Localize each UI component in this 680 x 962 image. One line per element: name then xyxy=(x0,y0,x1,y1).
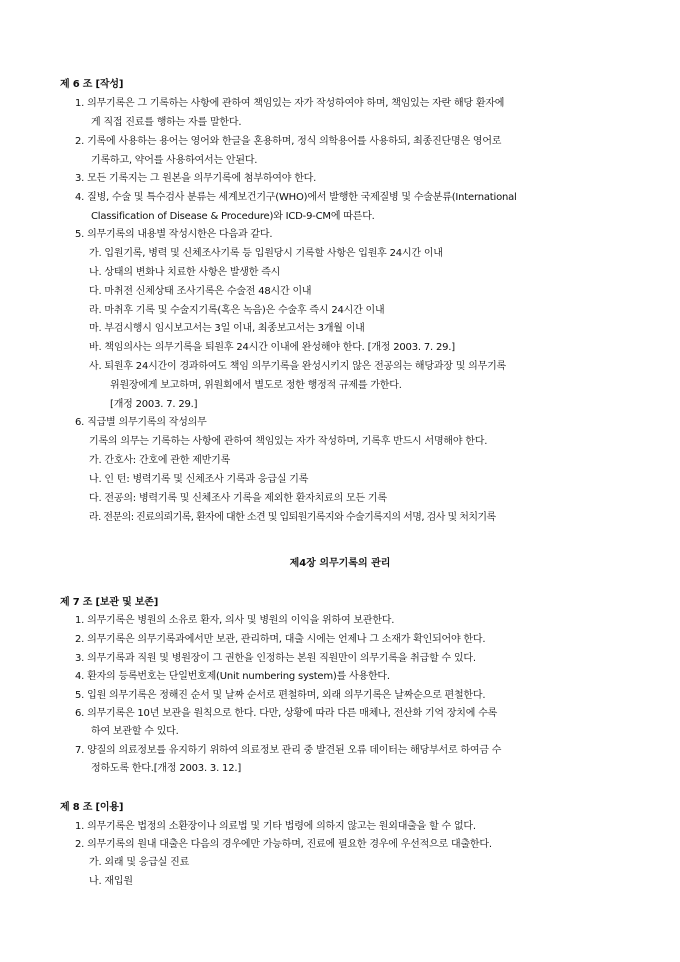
art7-item-3: 3. 의무기록과 직원 및 병원장이 그 권한을 인정하는 본원 직원만이 의무기록을 취급할 수 있다. xyxy=(75,653,476,664)
art6-item-5-ga: 가. 입원기록, 병력 및 신체조사기록 등 입원당시 기록할 사항은 입원후 24시간 이내 xyxy=(89,248,443,259)
art6-item-4: 4. 질병, 수술 및 특수검사 분류는 세계보건기구(WHO)에서 발행한 국제질병 및 수술분류(International xyxy=(75,192,517,203)
art6-item-2: 2. 기록에 사용하는 용어는 영어와 한글을 혼용하며, 정식 의학용어를 사용하되, 최종진단명은 영어로 xyxy=(75,136,502,147)
art6-item-2-cont: 기록하고, 약어를 사용하여서는 안된다. xyxy=(91,155,258,166)
art8-item-2-na: 나. 재입원 xyxy=(89,876,133,887)
art6-item-1-cont: 게 직접 진료를 행하는 자를 말한다. xyxy=(91,117,242,128)
article-7-heading: 제 7 조 [보관 및 보존] xyxy=(60,597,159,608)
art8-item-2: 2. 의무기록의 원내 대출은 다음의 경우에만 가능하며, 진료에 필요한 경우에 우선적으로 대출한다. xyxy=(75,839,492,850)
art6-item-5-da: 다. 마취전 신체상태 조사기록은 수술전 48시간 이내 xyxy=(89,286,312,297)
art6-item-4-cont: Classification of Disease & Procedure)와 ICD-9-CM에 따른다. xyxy=(91,211,375,222)
art6-item-1: 1. 의무기록은 그 기록하는 사항에 관하여 책임있는 자가 작성하여야 하며, 책임있는 자란 해당 환자에 xyxy=(75,98,505,109)
art6-item-6-ra: 라. 전문의: 진료의뢰기록, 환자에 대한 소견 및 입퇴원기록지와 수술기록지의 서명, 검사 및 처치기록 xyxy=(89,512,496,523)
art7-item-2: 2. 의무기록은 의무기록과에서만 보관, 관리하며, 대출 시에는 언제나 그 소재가 확인되어야 한다. xyxy=(75,634,486,645)
art7-item-7-cont: 정하도록 한다.[개정 2003. 3. 12.] xyxy=(91,763,242,774)
chapter-4-title: 제4장 의무기록의 관리 xyxy=(289,558,391,569)
art6-item-5-sa-cont: 위원장에게 보고하며, 위원회에서 별도로 정한 행정적 규제를 가한다. xyxy=(110,380,402,391)
art6-item-5: 5. 의무기록의 내용별 작성시한은 다음과 같다. xyxy=(75,229,273,240)
art6-item-5-na: 나. 상태의 변화나 치료한 사항은 발생한 즉시 xyxy=(89,267,281,278)
art6-item-6-ga: 가. 간호사: 간호에 관한 제반기록 xyxy=(89,455,231,466)
art7-item-6: 6. 의무기록은 10년 보관을 원칙으로 한다. 다만, 상황에 따라 다른 매체나, 전산화 기억 장치에 수록 xyxy=(75,708,498,719)
article-6-heading: 제 6 조 [작성] xyxy=(60,79,124,90)
art7-item-7: 7. 양질의 의료정보를 유지하기 위하여 의료정보 관리 중 발견된 오류 데이터는 해당부서로 하여금 수 xyxy=(75,745,502,756)
art6-item-6-desc: 기록의 의무는 기록하는 사항에 관하여 책임있는 자가 작성하며, 기록후 반드시 서명해야 한다. xyxy=(89,436,488,447)
art6-item-6: 6. 직급별 의무기록의 작성의무 xyxy=(75,417,207,428)
art7-item-6-cont: 하여 보관할 수 있다. xyxy=(91,726,179,737)
article-8-heading: 제 8 조 [이용] xyxy=(60,802,124,813)
art6-item-5-sa: 사. 퇴원후 24시간이 경과하여도 책임 의무기록을 완성시키지 않은 전공의는 해당과장 및 의무기록 xyxy=(89,361,507,372)
art8-item-2-ga: 가. 외래 및 응급실 진료 xyxy=(89,857,190,868)
art6-item-5-ma: 마. 부검시행시 임시보고서는 3일 이내, 최종보고서는 3개월 이내 xyxy=(89,323,365,334)
art6-item-5-ba: 바. 책임의사는 의무기록을 퇴원후 24시간 이내에 완성해야 한다. [개정 2003. 7. 29.] xyxy=(89,342,455,353)
art8-item-1: 1. 의무기록은 법정의 소환장이나 의료법 및 기타 법령에 의하지 않고는 원외대출을 할 수 없다. xyxy=(75,821,476,832)
art7-item-4: 4. 환자의 등록번호는 단일번호제(Unit numbering system)를 사용한다. xyxy=(75,671,390,682)
art6-item-6-da: 다. 전공의: 병력기록 및 신체조사 기록을 제외한 환자치료의 모든 기록 xyxy=(89,493,387,504)
art6-item-6-na: 나. 인 턴: 병력기록 및 신체조사 기록과 응급실 기록 xyxy=(89,474,309,485)
art7-item-5: 5. 입원 의무기록은 정해진 순서 및 날짜 순서로 편철하며, 외래 의무기록은 날짜순으로 편철한다. xyxy=(75,690,486,701)
art7-item-1: 1. 의무기록은 병원의 소유로 환자, 의사 및 병원의 이익을 위하여 보관한다. xyxy=(75,615,395,626)
art6-item-3: 3. 모든 기록지는 그 원본을 의무기록에 첨부하여야 한다. xyxy=(75,173,317,184)
art6-item-5-ra: 라. 마취후 기록 및 수술지기록(혹은 녹음)은 수술후 즉시 24시간 이내 xyxy=(89,305,385,316)
art6-item-5-sa-revision: [개정 2003. 7. 29.] xyxy=(110,399,198,410)
